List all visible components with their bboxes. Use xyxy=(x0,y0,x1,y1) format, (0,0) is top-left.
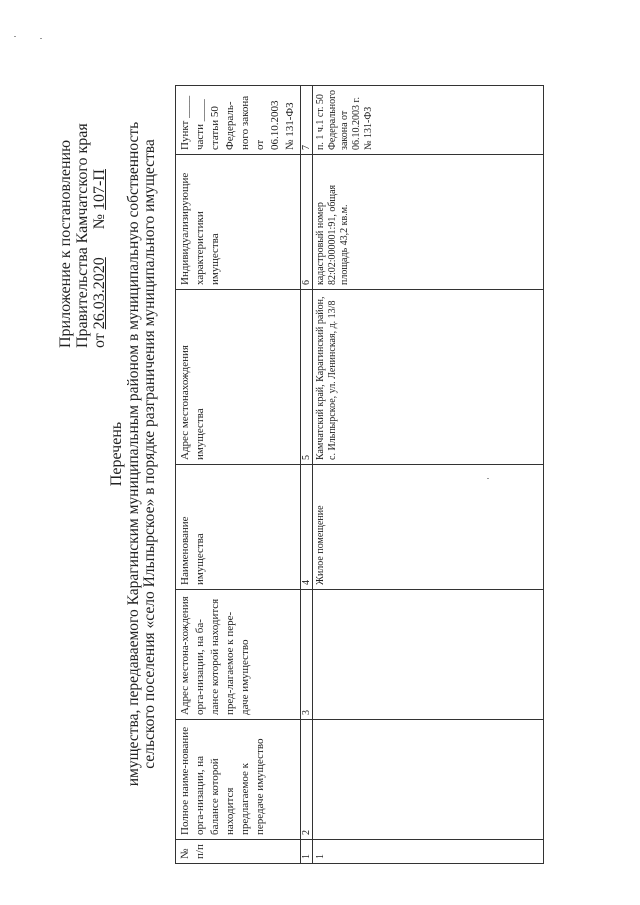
cell-property-name: Жилое помещение xyxy=(313,465,544,590)
header-cell-property-address: Адрес местонахождения имущества xyxy=(176,290,301,465)
title-heading: Перечень xyxy=(108,421,125,487)
document-title xyxy=(109,44,159,864)
appendix-date-line xyxy=(91,98,108,348)
column-number: 5 xyxy=(301,290,313,465)
table-column-numbers-row xyxy=(301,85,313,863)
column-number: 2 xyxy=(301,720,313,840)
scan-speck xyxy=(14,36,16,37)
column-number: 6 xyxy=(301,155,313,290)
column-number: 4 xyxy=(301,465,313,590)
cell-org-address xyxy=(313,590,544,720)
header-cell-organization: Полное наиме-нование орга-низации, на балансе которой находится предлагаемое к передаче имущество xyxy=(176,720,301,840)
title-line2: сельского поселения «село Ильпырское» в порядке разграничения муниципального имущества xyxy=(141,139,158,769)
cell-number: 1 xyxy=(313,840,544,864)
date-prefix: от xyxy=(91,333,108,348)
document-sheet xyxy=(57,44,595,864)
cell-organization xyxy=(313,720,544,840)
header-cell-law-clause: Пункт ____ части ____ статьи 50 Федераль-ного закона от 06.10.2003 № 131-ФЗ xyxy=(176,85,301,154)
appendix-line1: Приложение к постановлению xyxy=(57,139,74,348)
column-number: 7 xyxy=(301,85,313,154)
number-prefix: № xyxy=(91,213,108,230)
table-row xyxy=(313,85,544,863)
title-line1: имущества, передаваемого Карагинским муниципальным районом в муниципальную собственность xyxy=(124,121,142,787)
column-number: 1 xyxy=(301,840,313,864)
header-cell-characteristics: Индивидуализирующие характеристики имущества xyxy=(176,155,301,290)
table-header-row xyxy=(176,85,301,863)
property-table xyxy=(175,85,544,864)
cell-law-clause: п. 1 ч.1 ст. 50 Федерального закона от 06.10.2003 г. № 131-ФЗ xyxy=(313,85,544,154)
cell-characteristics: кадастровый номер 82:02:000001:91, общая площадь 43,2 кв.м. xyxy=(313,155,544,290)
cell-property-address: Камчатский край, Карагинский район, с. Ильпырское, ул. Ленинская, д. 13/8 xyxy=(313,290,544,465)
scan-speck xyxy=(487,478,489,479)
header-cell-org-address: Адрес местона-хождения орга-низации, на ба-лансе которой находится пред-лагаемое к пере-даче имущество xyxy=(176,590,301,720)
header-cell-property-name: Наименование имущества xyxy=(176,465,301,590)
column-number: 3 xyxy=(301,590,313,720)
appendix-note xyxy=(57,98,108,348)
appendix-line2: Правительства Камчатского края xyxy=(74,123,91,348)
scan-speck xyxy=(40,38,42,39)
header-cell-number: № п/п xyxy=(176,840,301,864)
appendix-date: 26.03.2020 xyxy=(91,257,108,330)
appendix-number: 107-П xyxy=(91,169,108,210)
